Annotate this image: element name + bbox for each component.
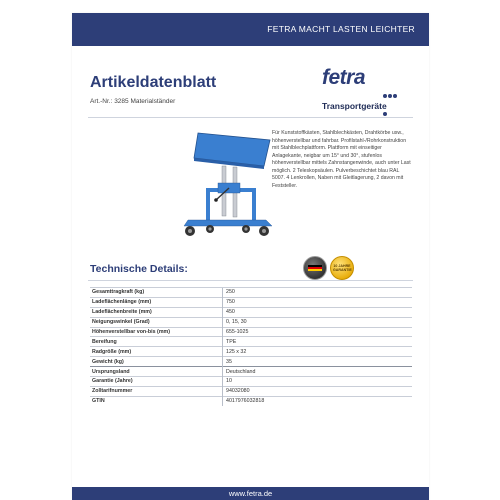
- table-row: [90, 307, 412, 317]
- spec-label: Höhenverstellbar von-bis (mm): [90, 327, 223, 337]
- spec-value: 655-1025: [223, 327, 413, 337]
- spec-value: 250: [223, 288, 413, 298]
- spec-value: 4017976032818: [223, 396, 413, 405]
- spec-label: GTIN: [90, 396, 223, 405]
- spec-value: 10: [223, 377, 413, 387]
- material-stand-image: [176, 128, 276, 238]
- made-in-germany-badge: [303, 256, 327, 280]
- footer-url[interactable]: www.fetra.de: [228, 489, 273, 498]
- fetra-logo: [322, 66, 402, 96]
- spec-label: Gesamttragkraft (kg): [90, 288, 223, 298]
- spec-label: Neigungswinkel (Grad): [90, 317, 223, 327]
- divider: [88, 117, 413, 118]
- table-row: [90, 357, 412, 367]
- spec-value: 125 x 32: [223, 347, 413, 357]
- table-row: [90, 317, 412, 327]
- table-row: [90, 396, 412, 405]
- product-description: Für Kunststoffkästen, Stahlblechkästen, Drahtkörbe usw., höhenverstellbar und fahrbar. Profilstahl-/Rohrkonstruktion mit Stahlblechplattform. Plattform mit einseitiger Anlagekante, neigbar um 15° und 30°, stufenlos höhenverstellbar mittels Zahnstangenwinde, auch unter Last möglich. 2 Teleskopsäulen. Pulverbeschichtet blau RAL 5007. 4 Lenkrollen, Naben mit Gleitlagerung, 2 davon mit Feststeller.: [272, 130, 411, 189]
- spec-label: Radgröße (mm): [90, 347, 223, 357]
- tagline: FETRA MACHT LASTEN LEICHTER: [267, 24, 415, 34]
- divider: [88, 280, 413, 281]
- top-banner: [72, 13, 429, 46]
- spec-value: 0, 15, 30: [223, 317, 413, 327]
- spec-value: 35: [223, 357, 413, 367]
- spec-label: Ladeflächenbreite (mm): [90, 307, 223, 317]
- spec-label: Garantie (Jahre): [90, 377, 223, 387]
- spec-value: 750: [223, 297, 413, 307]
- table-row: [90, 347, 412, 357]
- article-number: Art.-Nr.: 3285 Materialständer: [90, 98, 176, 105]
- spec-label: Bereifung: [90, 337, 223, 347]
- spec-label: Gewicht (kg): [90, 357, 223, 367]
- table-row: [90, 367, 412, 377]
- section-title-details: Technische Details:: [90, 263, 188, 275]
- datasheet-page: [72, 13, 429, 500]
- spec-value: Deutschland: [223, 367, 413, 377]
- page-title: Artikeldatenblatt: [90, 74, 217, 91]
- spec-value: TPE: [223, 337, 413, 347]
- spec-value: 450: [223, 307, 413, 317]
- spec-label: Ursprungsland: [90, 367, 223, 377]
- spec-value: 94032080: [223, 386, 413, 396]
- table-row: [90, 288, 412, 298]
- table-row: [90, 337, 412, 347]
- table-row: [90, 386, 412, 396]
- specs-table: [90, 287, 412, 406]
- table-row: [90, 327, 412, 337]
- gold-quality-badge: [330, 256, 354, 280]
- spec-label: Ladeflächenlänge (mm): [90, 297, 223, 307]
- footer-bar: [72, 487, 429, 500]
- table-row: [90, 297, 412, 307]
- logo-text: fetra: [322, 66, 366, 89]
- badge-text: 10 JAHRE GARANTIE: [333, 264, 352, 272]
- spec-label: Zolltarifnummer: [90, 386, 223, 396]
- table-row: [90, 377, 412, 387]
- brand-subtitle: Transportgeräte: [322, 101, 387, 111]
